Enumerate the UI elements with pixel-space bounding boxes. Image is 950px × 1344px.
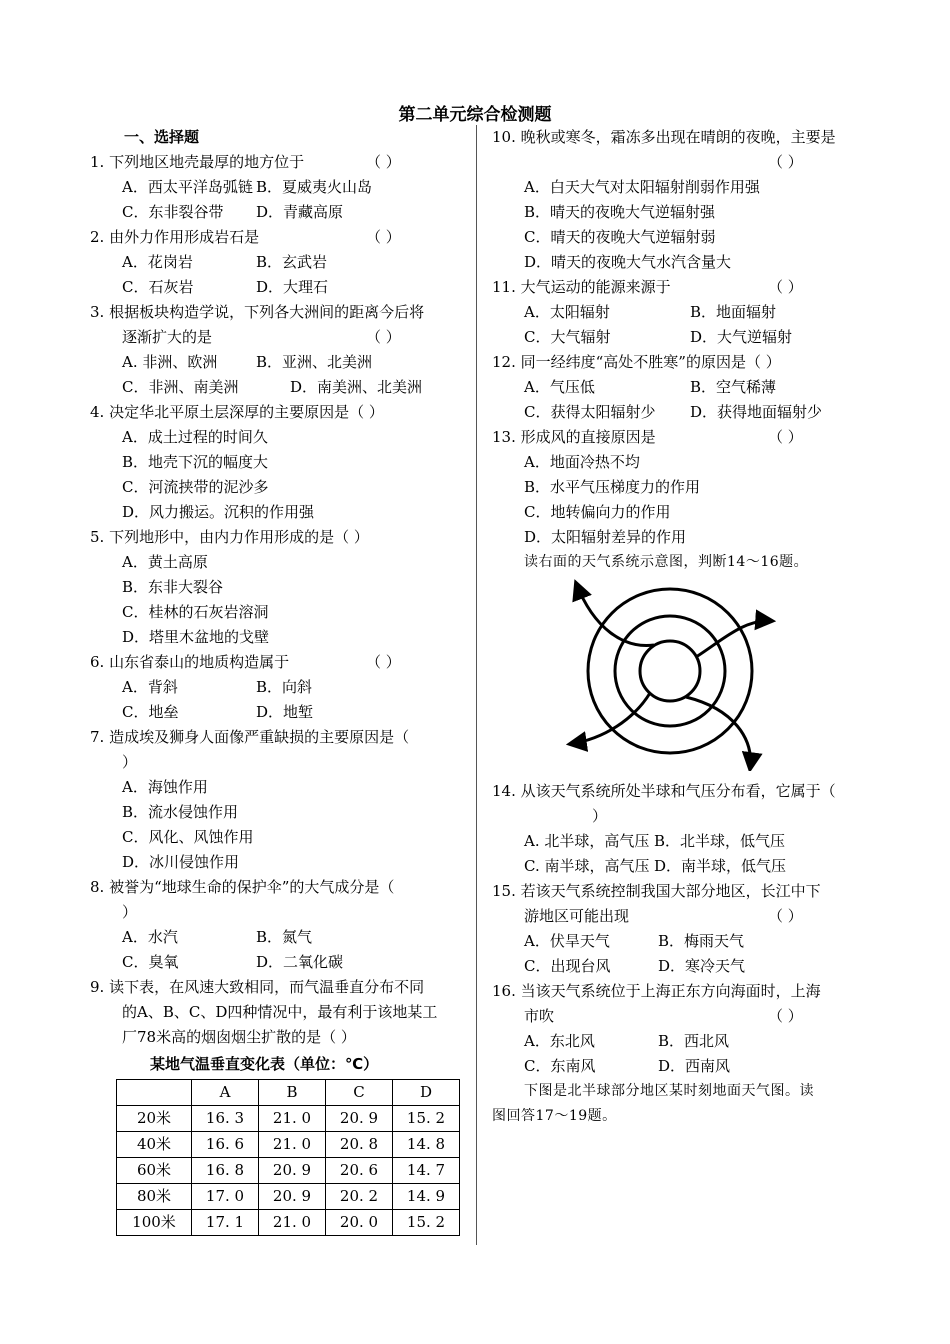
answer-bracket: （ ） — [768, 153, 803, 171]
options-row — [492, 400, 864, 425]
question-10-cont — [492, 150, 864, 175]
option-c: C．地转偏向力的作用 — [524, 503, 671, 521]
question-stem: 逐渐扩大的是 — [122, 328, 213, 346]
answer-bracket: （ ） — [366, 653, 401, 671]
option-c: C．石灰岩 — [122, 278, 194, 296]
diagram-instruction: 读右面的天气系统示意图，判断14～16题。 — [524, 554, 809, 570]
options-row — [492, 829, 864, 854]
options-row — [492, 854, 864, 879]
answer-bracket: （ ） — [768, 278, 803, 296]
table-cell: 20. 9 — [326, 1106, 393, 1132]
question-16: 16. 当该天气系统位于上海正东方向海面时，上海 — [492, 982, 821, 1000]
answer-bracket: （ ） — [768, 907, 803, 925]
table-cell: 16. 8 — [192, 1158, 259, 1184]
question-15-cont — [492, 904, 864, 929]
option-d: D．二氧化碳 — [256, 953, 344, 971]
isobar-inner — [640, 641, 700, 701]
options-row — [492, 929, 864, 954]
options-row — [90, 275, 462, 300]
option-c: C．晴天的夜晚大气逆辐射弱 — [524, 228, 716, 246]
options-row — [90, 700, 462, 725]
answer-bracket: （ ） — [366, 153, 401, 171]
option-a: A．伏旱天气 — [524, 932, 610, 950]
question-9: 9. 读下表，在风速大致相同，而气温垂直分布不同 — [90, 978, 425, 996]
option-d: D．西南风 — [658, 1057, 731, 1075]
table-cell: 15. 2 — [393, 1106, 460, 1132]
question-16-cont — [492, 1004, 864, 1029]
question-stem: 13. 形成风的直接原因是 — [492, 428, 656, 446]
answer-bracket: （ ） — [366, 228, 401, 246]
option-c: C．非洲、南美洲 — [122, 378, 239, 396]
left-column — [90, 125, 462, 1236]
option-a: A．太阳辐射 — [524, 303, 610, 321]
options-row — [90, 375, 462, 400]
question-9-cont: 厂78米高的烟囱烟尘扩散的是（ ） — [122, 1028, 356, 1046]
question-1 — [90, 150, 462, 175]
table-cell: 60米 — [117, 1158, 192, 1184]
table-caption: 某地气温垂直变化表（单位：℃） — [150, 1055, 379, 1073]
table-cell: 17. 1 — [192, 1210, 259, 1236]
option-c: C．臭氧 — [122, 953, 179, 971]
option-d: D．大理石 — [256, 278, 329, 296]
temperature-table — [116, 1079, 460, 1236]
question-7-cont: ） — [122, 753, 138, 771]
table-cell: 20米 — [117, 1106, 192, 1132]
option-d: D．塔里木盆地的戈壁 — [122, 628, 270, 646]
table-cell: 20. 6 — [326, 1158, 393, 1184]
option-c: C．大气辐射 — [524, 328, 611, 346]
options-row — [90, 200, 462, 225]
option-a: A．花岗岩 — [122, 253, 193, 271]
options-row — [90, 950, 462, 975]
question-15: 15. 若该天气系统控制我国大部分地区，长江中下 — [492, 882, 821, 900]
table-row — [117, 1158, 460, 1184]
table-header-cell: D — [393, 1080, 460, 1106]
question-3-cont — [90, 325, 462, 350]
option-c: C．风化、风蚀作用 — [122, 828, 254, 846]
option-a: A．背斜 — [122, 678, 178, 696]
question-4: 4. 决定华北平原土层深厚的主要原因是（ ） — [90, 403, 384, 421]
option-b: B．向斜 — [256, 678, 313, 696]
question-6 — [90, 650, 462, 675]
option-a: A. 北半球，高气压 — [524, 832, 650, 850]
option-d: D．冰川侵蚀作用 — [122, 853, 240, 871]
question-13 — [492, 425, 864, 450]
answer-bracket: （ ） — [768, 428, 803, 446]
question-7: 7. 造成埃及狮身人面像严重缺损的主要原因是（ — [90, 728, 410, 746]
table-row — [117, 1184, 460, 1210]
question-2 — [90, 225, 462, 250]
table-cell: 20. 9 — [259, 1158, 326, 1184]
question-5: 5. 下列地形中，由内力作用形成的是（ ） — [90, 528, 369, 546]
option-b: B．空气稀薄 — [690, 378, 777, 396]
question-8-cont: ） — [122, 903, 138, 921]
option-b: B．地壳下沉的幅度大 — [122, 453, 269, 471]
option-b: B．水平气压梯度力的作用 — [524, 478, 701, 496]
table-cell: 21. 0 — [259, 1210, 326, 1236]
answer-bracket: （ ） — [768, 1007, 803, 1025]
map-instruction-cont: 图回答17～19题。 — [492, 1108, 617, 1124]
table-header-cell: A — [192, 1080, 259, 1106]
options-row — [492, 954, 864, 979]
option-a: A．成土过程的时间久 — [122, 428, 268, 446]
answer-bracket: （ ） — [366, 328, 401, 346]
question-10: 10. 晚秋或寒冬，霜冻多出现在晴朗的夜晚，主要是 — [492, 128, 836, 146]
table-header-cell: C — [326, 1080, 393, 1106]
table-cell: 100米 — [117, 1210, 192, 1236]
table-cell: 14. 8 — [393, 1132, 460, 1158]
option-a: A．海蚀作用 — [122, 778, 208, 796]
table-header-cell — [117, 1080, 192, 1106]
table-header-row — [117, 1080, 460, 1106]
option-b: B．玄武岩 — [256, 253, 328, 271]
wind-arrow-sw — [570, 693, 650, 744]
option-c: C．东非裂谷带 — [122, 203, 224, 221]
options-row — [492, 325, 864, 350]
column-divider — [476, 125, 477, 1245]
option-c: C．获得太阳辐射少 — [524, 403, 656, 421]
question-8: 8. 被誉为“地球生命的保护伞”的大气成分是（ — [90, 878, 395, 896]
options-row — [90, 350, 462, 375]
table-row — [117, 1210, 460, 1236]
option-b: B．氮气 — [256, 928, 313, 946]
option-d: D．大气逆辐射 — [690, 328, 793, 346]
question-stem: 1. 下列地区地壳最厚的地方位于 — [90, 153, 305, 171]
option-a: A．西太平洋岛弧链 — [122, 178, 253, 196]
options-row — [492, 1029, 864, 1054]
option-a: A．黄土高原 — [122, 553, 208, 571]
question-stem: 市吹 — [524, 1007, 555, 1025]
map-instruction: 下图是北半球部分地区某时刻地面天气图。读 — [524, 1083, 814, 1099]
question-14: 14. 从该天气系统所处半球和气压分布看，它属于（ — [492, 782, 836, 800]
options-row — [90, 175, 462, 200]
option-d: D．晴天的夜晚大气水汽含量大 — [524, 253, 732, 271]
option-d: D．南半球，低气压 — [654, 857, 787, 875]
wind-arrow-se — [686, 697, 750, 769]
table-cell: 20. 0 — [326, 1210, 393, 1236]
question-9-cont: 的A、B、C、D四种情况中，最有利于该地某工 — [122, 1003, 438, 1021]
option-d: D．寒冷天气 — [658, 957, 746, 975]
table-cell: 15. 2 — [393, 1210, 460, 1236]
option-d: D．地堑 — [256, 703, 314, 721]
wind-arrow-ne — [696, 621, 772, 657]
options-row — [90, 925, 462, 950]
options-row — [90, 675, 462, 700]
option-c: C. 南半球，高气压 — [524, 857, 650, 875]
option-a: A．白天大气对太阳辐射削弱作用强 — [524, 178, 760, 196]
option-d: D．南美洲、北美洲 — [290, 378, 423, 396]
options-row — [492, 300, 864, 325]
question-stem: 6. 山东省泰山的地质构造属于 — [90, 653, 290, 671]
option-b: B．梅雨天气 — [658, 932, 745, 950]
table-row — [117, 1106, 460, 1132]
question-12: 12. 同一经纬度“高处不胜寒”的原因是（ ） — [492, 353, 781, 371]
option-b: B．流水侵蚀作用 — [122, 803, 239, 821]
option-c: C．河流挟带的泥沙多 — [122, 478, 269, 496]
options-row — [492, 375, 864, 400]
weather-system-diagram — [554, 579, 794, 771]
options-row — [90, 250, 462, 275]
option-c: C．地垒 — [122, 703, 179, 721]
option-b: B．地面辐射 — [690, 303, 777, 321]
question-14-cont: ） — [592, 807, 608, 825]
table-cell: 21. 0 — [259, 1132, 326, 1158]
isobar-middle — [615, 616, 725, 726]
option-d: D．获得地面辐射少 — [690, 403, 823, 421]
option-a: A．气压低 — [524, 378, 595, 396]
table-cell: 20. 9 — [259, 1184, 326, 1210]
table-header-cell: B — [259, 1080, 326, 1106]
option-d: D．青藏高原 — [256, 203, 344, 221]
table-cell: 16. 3 — [192, 1106, 259, 1132]
option-d: D．风力搬运。沉积的作用强 — [122, 503, 315, 521]
option-c: C．出现台风 — [524, 957, 611, 975]
table-cell: 80米 — [117, 1184, 192, 1210]
options-row — [492, 1054, 864, 1079]
option-a: A．地面冷热不均 — [524, 453, 640, 471]
table-cell: 14. 7 — [393, 1158, 460, 1184]
option-a: A．东北风 — [524, 1032, 595, 1050]
option-b: B．东非大裂谷 — [122, 578, 224, 596]
option-b: B．亚洲、北美洲 — [256, 353, 373, 371]
question-3: 3. 根据板块构造学说，下列各大洲间的距离今后将 — [90, 303, 425, 321]
option-b: B．夏威夷火山岛 — [256, 178, 373, 196]
option-d: D．太阳辐射差异的作用 — [524, 528, 687, 546]
right-column — [492, 125, 864, 1129]
table-cell: 21. 0 — [259, 1106, 326, 1132]
section-heading: 一、选择题 — [124, 128, 200, 146]
question-stem: 游地区可能出现 — [524, 907, 630, 925]
option-b: B．北半球，低气压 — [654, 832, 786, 850]
option-c: C．东南风 — [524, 1057, 596, 1075]
table-row — [117, 1132, 460, 1158]
option-a: A．水汽 — [122, 928, 178, 946]
table-cell: 20. 8 — [326, 1132, 393, 1158]
table-cell: 16. 6 — [192, 1132, 259, 1158]
option-c: C．桂林的石灰岩溶洞 — [122, 603, 269, 621]
table-cell: 14. 9 — [393, 1184, 460, 1210]
option-b: B．西北风 — [658, 1032, 730, 1050]
question-stem: 2. 由外力作用形成岩石是 — [90, 228, 260, 246]
question-stem: 11. 大气运动的能源来源于 — [492, 278, 671, 296]
table-cell: 20. 2 — [326, 1184, 393, 1210]
table-cell: 40米 — [117, 1132, 192, 1158]
option-a: A. 非洲、欧洲 — [122, 353, 218, 371]
table-cell: 17. 0 — [192, 1184, 259, 1210]
option-b: B．晴天的夜晚大气逆辐射强 — [524, 203, 716, 221]
question-11 — [492, 275, 864, 300]
page-title: 第二单元综合检测题 — [398, 105, 552, 125]
